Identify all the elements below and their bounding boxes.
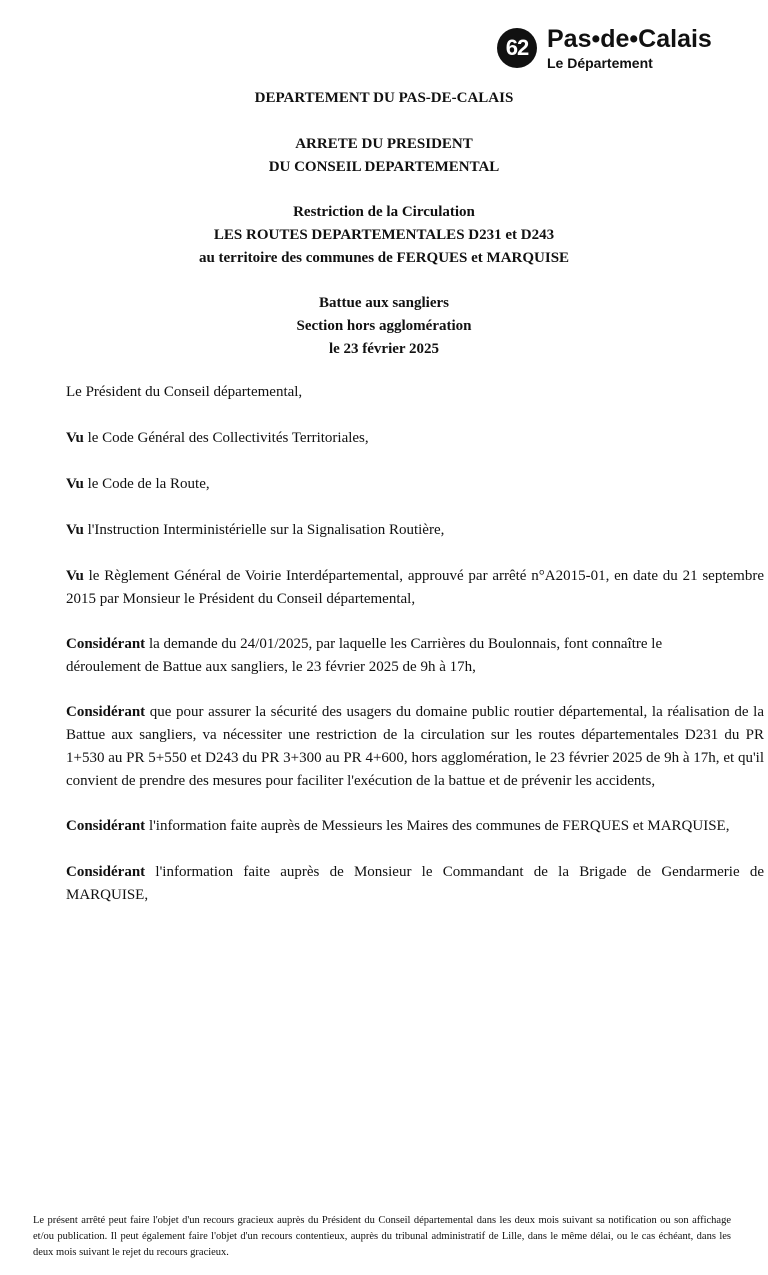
footer-line-2: affichage et/ou publication. Il peut également faire l'objet d'un recours contentieux, auprès du tribunal administratif de Lille, dans le même délai, ou le	[33, 1215, 731, 1242]
event-line-1: Battue aux sangliers	[318, 295, 449, 311]
considerant-paragraph-3	[66, 815, 764, 838]
considerant-label: Considérant	[66, 864, 146, 880]
considerant-label: Considérant	[66, 818, 146, 834]
considerant-text-line-3: 1+530 au PR 5+550 et D243 du PR 3+300 au PR 4+600, hors agglomération, le 23 février 2025 de 9h à 17h, et	[66, 750, 735, 766]
considerant-text-line-4: qu'il convient de prendre des mesures pour faciliter l'exécution de la battue et de prévenir les accidents,	[66, 750, 764, 789]
department-heading	[0, 87, 768, 110]
vu-label: Vu	[66, 430, 84, 446]
arrete-line-1: ARRETE DU PRESIDENT	[295, 136, 473, 152]
subject-line-3: au territoire des communes de FERQUES et MARQUISE	[198, 250, 570, 266]
vu-paragraph-1	[66, 427, 764, 450]
vu-label: Vu	[66, 568, 84, 584]
footer-line-3: cas échéant, dans les deux mois suivant le rejet du recours gracieux.	[33, 1231, 731, 1258]
event-heading	[0, 292, 768, 361]
vu-text: l'Instruction Interministérielle sur la Signalisation Routière,	[83, 522, 445, 538]
considerant-text-line-2: Battue aux sangliers, va nécessiter une restriction de la circulation sur les routes départementales D231 du PR	[66, 727, 764, 743]
logo-name: Pas•de•Calais	[547, 25, 712, 53]
vu-text: le Code Général des Collectivités Territoriales,	[83, 430, 369, 446]
event-line-3: le 23 février 2025	[328, 341, 440, 357]
vu-paragraph-4	[66, 565, 764, 611]
considerant-text-continued: déroulement de Battue aux sangliers, le 23 février 2025 de 9h à 17h,	[66, 659, 476, 675]
considerant-paragraph-2	[66, 701, 764, 793]
event-line-2: Section hors agglomération	[296, 318, 472, 334]
footer-line-1: Le présent arrêté peut faire l'objet d'un recours gracieux auprès du Président du Conseil départemental dans les deux mois suivant sa notification ou son	[33, 1215, 689, 1226]
logo-subtitle: Le Département	[547, 55, 653, 71]
considerant-label: Considérant	[66, 704, 146, 720]
vu-paragraph-3	[66, 519, 764, 542]
legal-footer	[33, 1213, 731, 1261]
intro-paragraph: Le Président du Conseil départemental,	[66, 384, 303, 400]
department-title: DEPARTEMENT DU PAS-DE-CALAIS	[254, 90, 514, 106]
logo-number-badge: 62	[497, 28, 537, 68]
considerant-text-continued: MARQUISE,	[66, 887, 149, 903]
vu-text: le Règlement Général de Voirie Interdépartemental, approuvé par arrêté n°A2015-01, en date du 21 septembre	[83, 568, 764, 584]
vu-label: Vu	[66, 522, 84, 538]
considerant-text: que pour assurer la sécurité des usagers du domaine public routier départemental, la réalisation de la	[145, 704, 764, 720]
vu-text: le Code de la Route,	[83, 476, 210, 492]
subject-line-1: Restriction de la Circulation	[293, 204, 475, 220]
vu-text-continued: 2015 par Monsieur le Président du Conseil départemental,	[66, 591, 416, 607]
arrete-line-2: DU CONSEIL DEPARTEMENTAL	[268, 159, 500, 175]
subject-line-2: LES ROUTES DEPARTEMENTALES D231 et D243	[213, 227, 555, 243]
considerant-text: la demande du 24/01/2025, par laquelle les Carrières du Boulonnais, font connaître le	[145, 636, 663, 652]
considerant-paragraph-4	[66, 861, 764, 907]
considerant-paragraph-1	[66, 633, 764, 679]
considerant-text: l'information faite auprès de Messieurs les Maires des communes de FERQUES et MARQUISE,	[145, 818, 730, 834]
department-logo	[497, 24, 737, 74]
vu-paragraph-2	[66, 473, 764, 496]
considerant-text: l'information faite auprès de Monsieur le Commandant de la Brigade de Gendarmerie de	[145, 864, 764, 880]
subject-heading	[0, 201, 768, 270]
vu-label: Vu	[66, 476, 84, 492]
arrete-heading	[0, 133, 768, 179]
considerant-label: Considérant	[66, 636, 146, 652]
